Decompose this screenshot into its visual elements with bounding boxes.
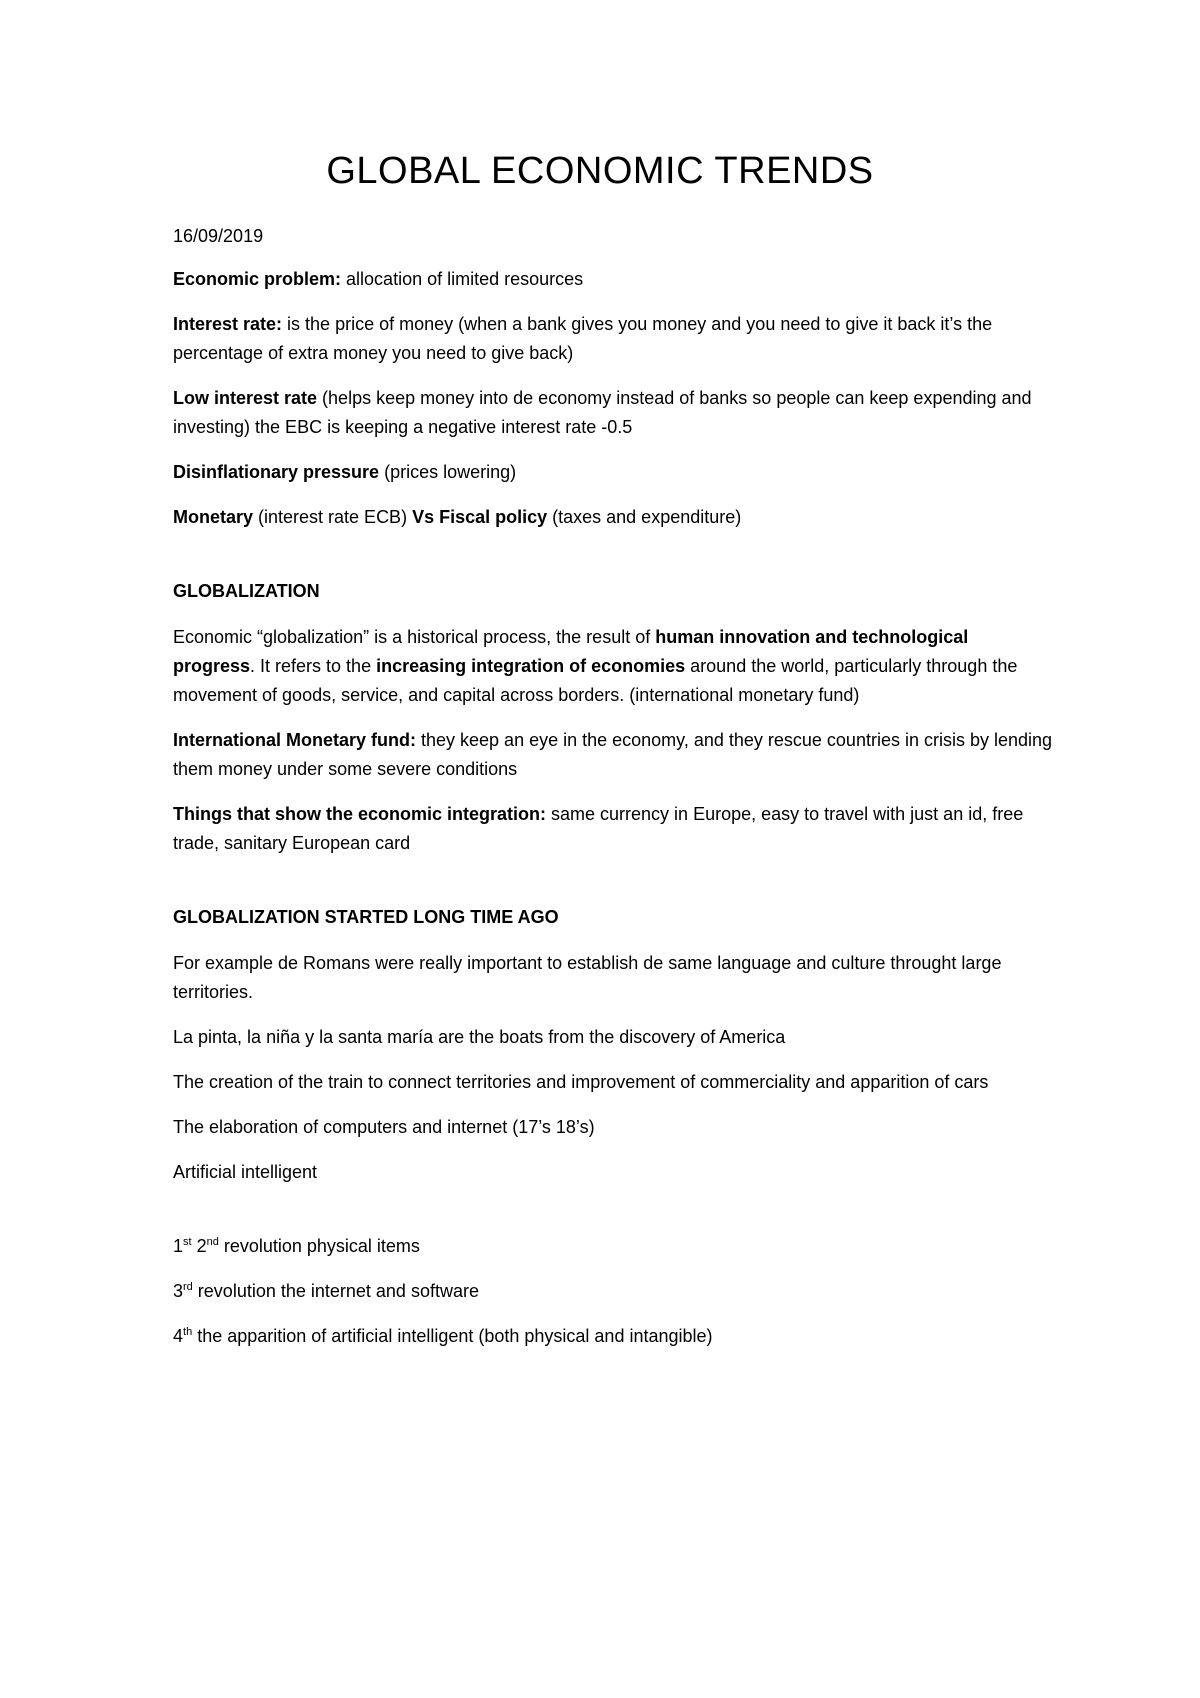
ordinal-number: 4: [173, 1326, 184, 1346]
revolution-item-3: [173, 1277, 1053, 1306]
revolution-text: revolution physical items: [218, 1236, 420, 1256]
revolution-item-1-2: [173, 1232, 1053, 1261]
text: . It refers to the: [250, 656, 377, 676]
section-heading-history: GLOBALIZATION STARTED LONG TIME AGO: [173, 907, 559, 927]
document-title: GLOBAL ECONOMIC TRENDS: [326, 150, 874, 192]
ordinal-suffix: st: [183, 1236, 192, 1248]
history-item: The creation of the train to connect territories and improvement of commerciality and apparition of cars: [173, 1072, 989, 1092]
monetary-fiscal-paragraph: [173, 503, 1053, 532]
term: Low interest rate: [173, 388, 318, 408]
term: International Monetary fund:: [173, 730, 416, 750]
integration-paragraph: [173, 800, 1053, 858]
term: Monetary: [173, 507, 254, 527]
ordinal-suffix: th: [183, 1326, 193, 1338]
revolution-text: revolution the internet and software: [192, 1281, 479, 1301]
definition: allocation of limited resources: [341, 269, 584, 289]
interest-rate-paragraph: [173, 310, 1053, 368]
term: Things that show the economic integration:: [173, 804, 547, 824]
economic-problem-paragraph: [173, 265, 1053, 294]
definition: same currency in Europe, easy to travel with just an id, free trade, sanitary European card: [173, 804, 1024, 853]
ordinal-number: 3: [173, 1281, 184, 1301]
document-body: [173, 222, 1053, 1367]
text: Economic “globalization” is a historical process, the result of: [173, 627, 656, 647]
history-item: Artificial intelligent: [173, 1162, 318, 1182]
definition: (prices lowering): [379, 462, 517, 482]
definition: (taxes and expenditure): [547, 507, 742, 527]
revolution-item-4: [173, 1322, 1053, 1351]
disinflationary-paragraph: [173, 458, 1053, 487]
term: Interest rate:: [173, 314, 283, 334]
term: Disinflationary pressure: [173, 462, 380, 482]
term: Economic problem:: [173, 269, 342, 289]
definition: (interest rate ECB): [253, 507, 413, 527]
text: around the world, particularly through the movement of goods, service, and capital across borders. (international monetary fund): [173, 656, 1018, 705]
section-heading-globalization: GLOBALIZATION: [173, 581, 320, 601]
imf-paragraph: [173, 726, 1053, 784]
emphasis: human innovation and technological progress: [173, 627, 969, 676]
ordinal-number: 1: [173, 1236, 184, 1256]
term: Vs Fiscal policy: [412, 507, 548, 527]
history-item: The elaboration of computers and internet (17’s 18’s): [173, 1117, 595, 1137]
ordinal-suffix: rd: [183, 1281, 193, 1293]
ordinal-number: 2: [191, 1236, 207, 1256]
revolution-text: the apparition of artificial intelligent (both physical and intangible): [192, 1326, 713, 1346]
globalization-definition-paragraph: [173, 623, 1053, 710]
ordinal-suffix: nd: [206, 1236, 219, 1248]
definition: is the price of money (when a bank gives you money and you need to give it back it’s the percentage of extra money you need to give back): [173, 314, 993, 363]
emphasis: increasing integration of economies: [376, 656, 686, 676]
low-interest-rate-paragraph: [173, 384, 1053, 442]
history-item: La pinta, la niña y la santa maría are the boats from the discovery of America: [173, 1027, 786, 1047]
definition: (helps keep money into de economy instead of banks so people can keep expending and investing) the EBC is keeping a negative interest rate -0.5: [173, 388, 1032, 437]
date-line: 16/09/2019: [173, 226, 264, 246]
definition: they keep an eye in the economy, and they rescue countries in crisis by lending them money under some severe conditions: [173, 730, 1053, 779]
history-item: For example de Romans were really important to establish de same language and culture throught large territories.: [173, 953, 1002, 1002]
